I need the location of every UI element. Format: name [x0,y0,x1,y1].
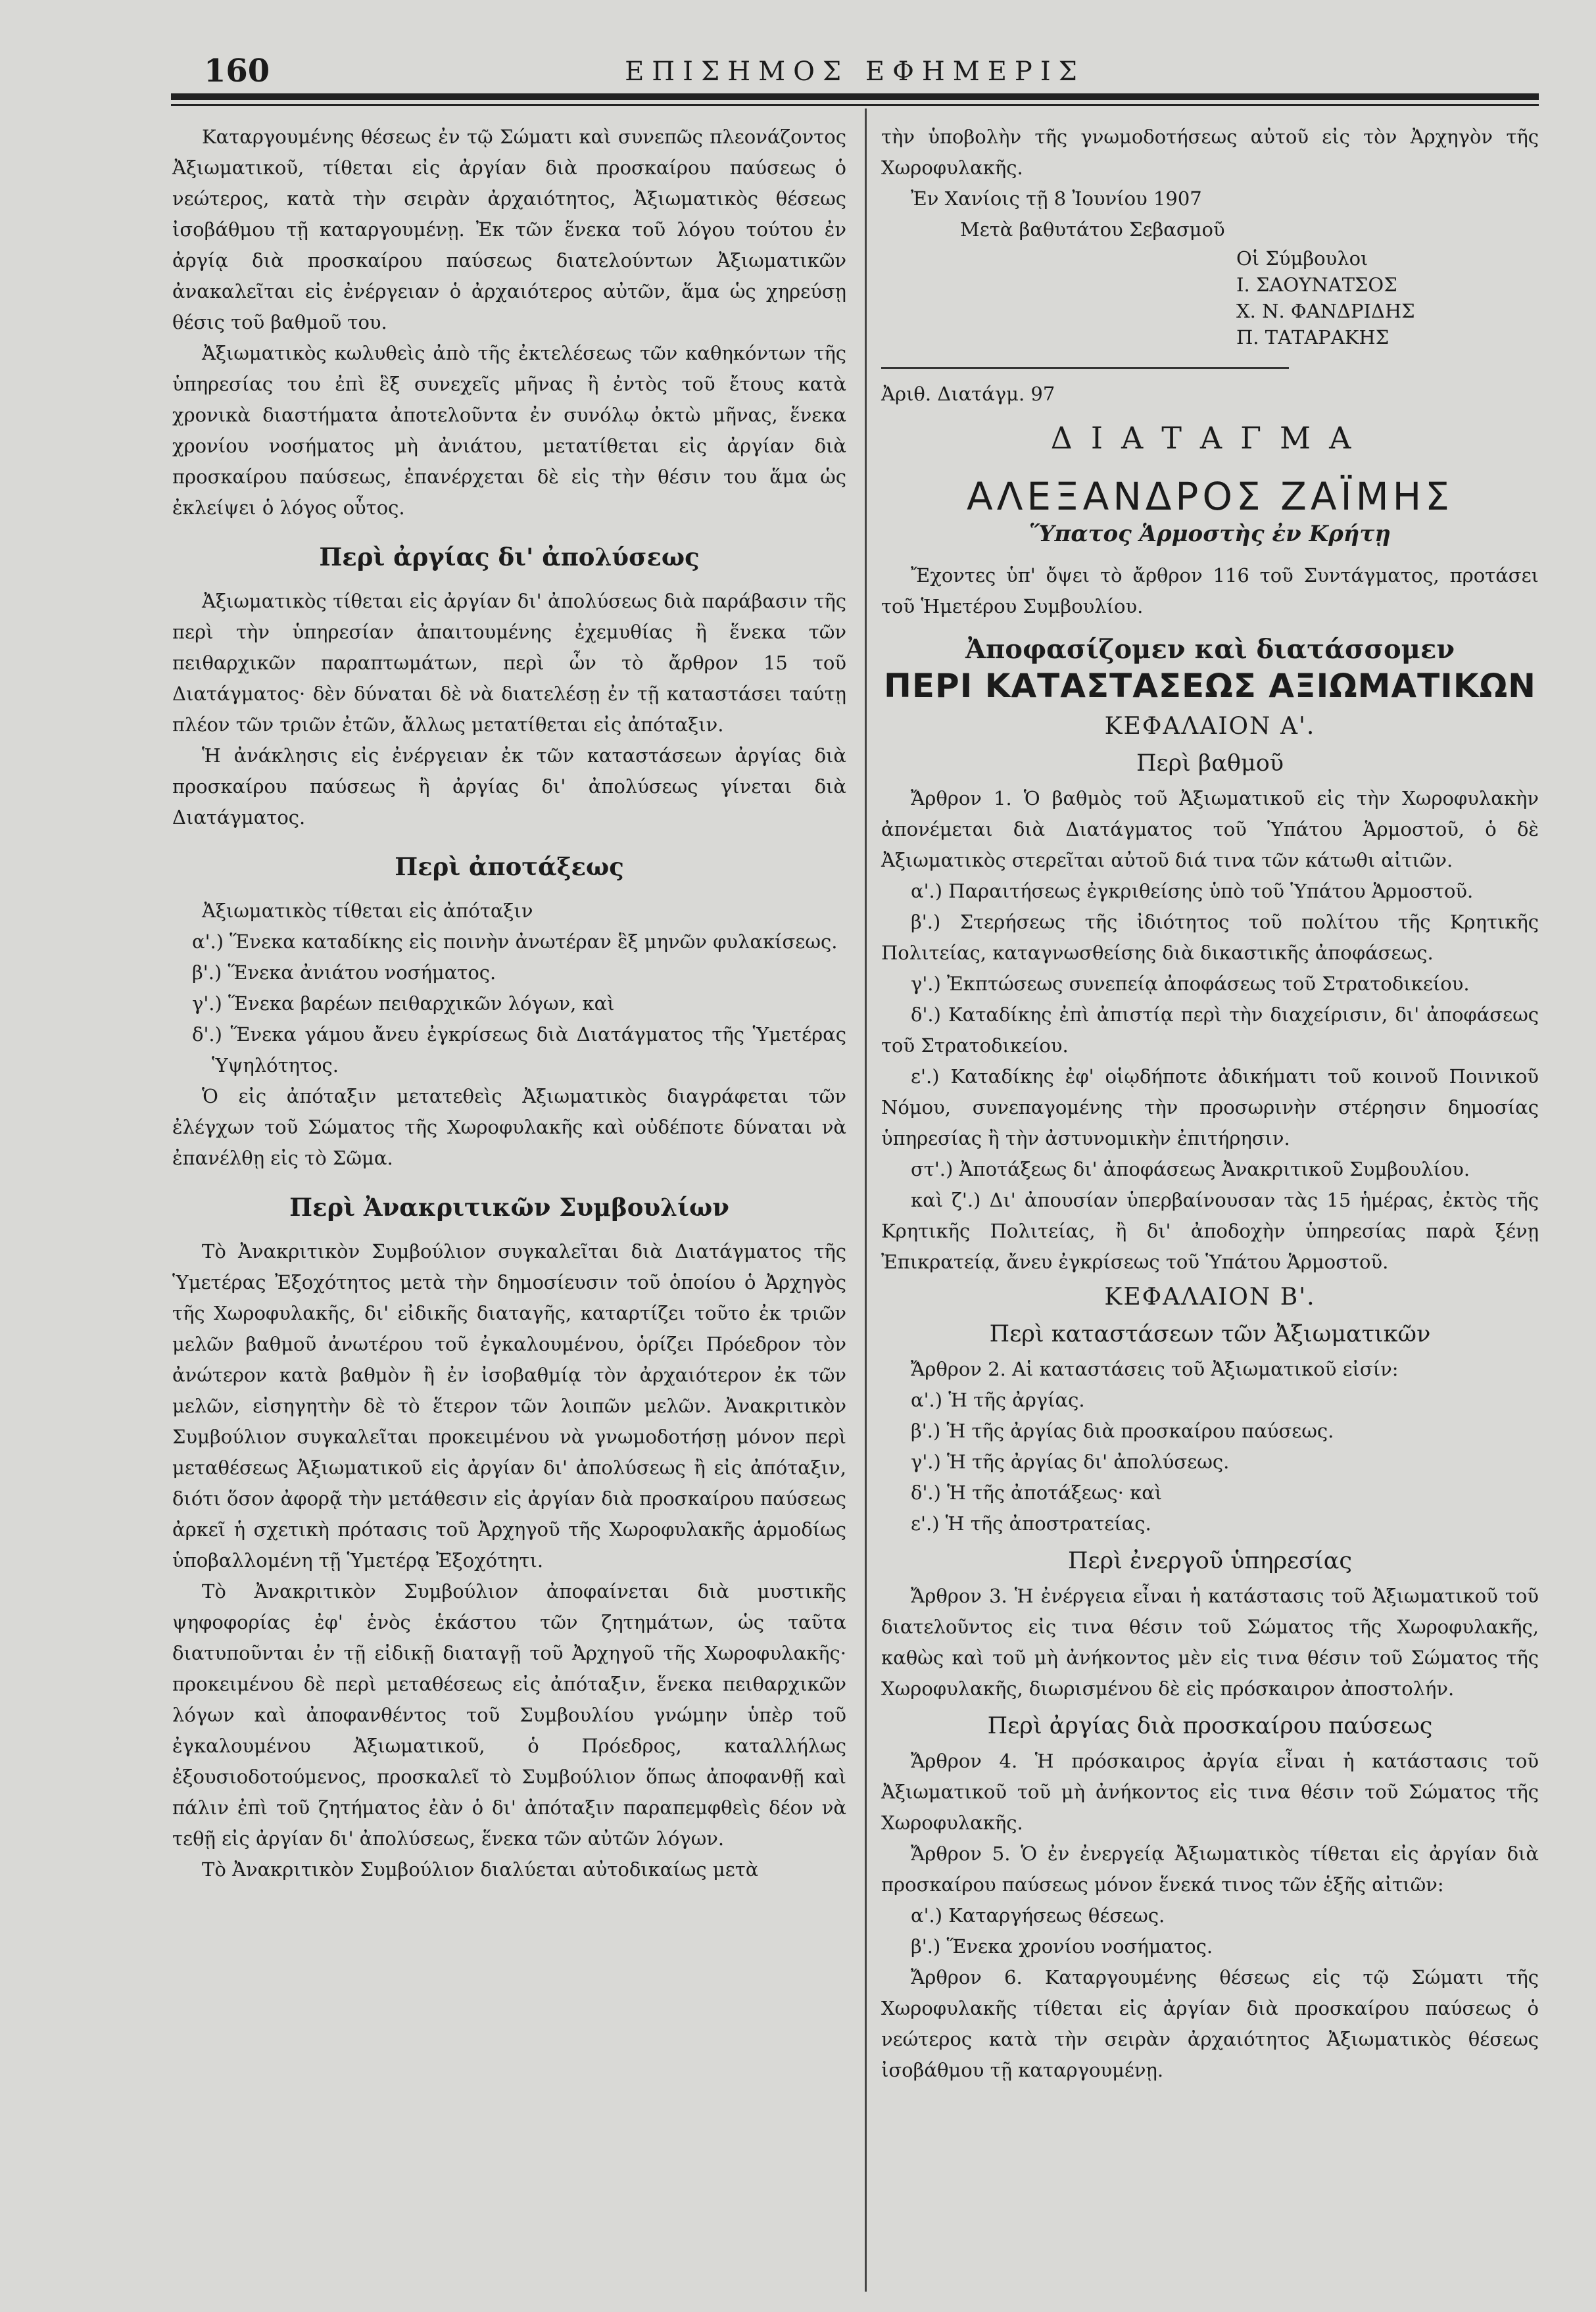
header-rule-thin [171,104,1539,106]
decree-formula: Ἀποφασίζομεν καὶ διατάσσομεν [965,634,1455,665]
section-heading: Περὶ ἀποτάξεως [395,852,624,881]
right-column [881,122,1539,2086]
paragraph: Τὸ Ἀνακριτικὸν Συμβούλιον διαλύεται αὐτοδικαίως μετὰ [202,1858,759,1881]
section-heading: Περὶ ἀργίας δι' ἀπολύσεως [319,542,700,571]
paragraph: Ἀξιωματικὸς κωλυθεὶς ἀπὸ τῆς ἐκτελέσεως τῶν καθηκόντων τῆς ὑπηρεσίας του ἐπὶ ἓξ συνεχεῖς μῆνας ἢ ἐντὸς τοῦ ἔτους κατὰ χρονικὰ διαστήματα ἀποτελοῦντα ἐν συνόλῳ ὀκτὼ μῆνας, ἕνεκα χρονίου νοσήματος μὴ ἀνιάτου, μετατίθεται εἰς ἀργίαν διὰ προσκαίρου παύσεως, ἐπανέρχεται δὲ εἰς τὴν θέσιν του ἅμα ὡς ἐκλείψει ὁ λόγος οὗτος. [172,342,846,519]
list-item: β'.) Στερήσεως τῆς ἰδιότητος τοῦ πολίτου τῆς Κρητικῆς Πολιτείας, καταγνωσθείσης διὰ δικαστικῆς ἀποφάσεως. [881,911,1539,964]
paragraph: Ἡ ἀνάκλησις εἰς ἐνέργειαν ἐκ τῶν καταστάσεων ἀργίας διὰ προσκαίρου παύσεως ἢ ἀργίας δι' ἀπολύσεως γίνεται διὰ Διατάγματος. [172,744,846,829]
section-heading: Περὶ καταστάσεων τῶν Ἀξιωματικῶν [989,1321,1431,1347]
list-item: καὶ ζ'.) Δι' ἀπουσίαν ὑπερβαίνουσαν τὰς 15 ἡμέρας, ἐκτὸς τῆς Κρητικῆς Πολιτείας, ἢ δι' ἀποδοχὴν ὑπηρεσίας παρὰ ξένῃ Ἐπικρατείᾳ, ἄνευ ἐγκρίσεως τοῦ Ὑπάτου Ἁρμοστοῦ. [881,1189,1539,1273]
paragraph: Ἀξιωματικὸς τίθεται εἰς ἀργίαν δι' ἀπολύσεως διὰ παράβασιν τῆς περὶ τὴν ὑπηρεσίαν ἀπαιτουμένης ἐχεμυθίας ἢ ἕνεκα τῶν πειθαρχικῶν παραπτωμάτων, περὶ ὧν τὸ ἄρθρον 15 τοῦ Διατάγματος· δὲν δύναται δὲ νὰ διατελέσῃ ἐν τῇ καταστάσει ταύτῃ πλέον τῶν τριῶν ἐτῶν, ἄλλως μετατίθεται εἰς ἀπόταξιν. [172,590,846,736]
left-column [172,122,846,1885]
list-item: ε'.) Καταδίκης ἐφ' οἱῳδήποτε ἀδικήματι τοῦ κοινοῦ Ποινικοῦ Νόμου, συνεπαγομένης τὴν προσωρινὴν στέρησιν δημοσίας ὑπηρεσίας ἢ τὴν ἀστυνομικὴν ἐπιτήρησιν. [881,1065,1539,1149]
paragraph: τὴν ὑποβολὴν τῆς γνωμοδοτήσεως αὐτοῦ εἰς τὸν Ἀρχηγὸν τῆς Χωροφυλακῆς. [881,126,1539,179]
ruler-name: ΑΛΕΞΑΝΔΡΟΣ ΖΑΪΜΗΣ [967,474,1453,519]
list-item: γ'.) Ἕνεκα βαρέων πειθαρχικῶν λόγων, καὶ [192,992,615,1015]
decree-title: ΔΙΑΤΑΓΜΑ [1050,420,1370,456]
separator-rule [881,367,1289,369]
list-item: στ'.) Ἀποτάξεως δι' ἀποφάσεως Ἀνακριτικοῦ Συμβουλίου. [911,1158,1470,1180]
list-item: β'.) Ἡ τῆς ἀργίας διὰ προσκαίρου παύσεως. [911,1420,1334,1442]
article: Ἄρθρον 6. Καταργουμένης θέσεως εἰς τῷ Σώματι τῆς Χωροφυλακῆς τίθεται εἰς ἀργίαν διὰ προσκαίρου παύσεως ὁ νεώτερος κατὰ τὴν σειρὰν ἀρχαιότητος Ἀξιωματικὸς θέσεως ἰσοβάθμου τῇ καταργουμένῃ. [881,1966,1539,2081]
paragraph: Τὸ Ἀνακριτικὸν Συμβούλιον ἀποφαίνεται διὰ μυστικῆς ψηφοφορίας ἐφ' ἑνὸς ἑκάστου τῶν ζητημάτων, ὡς ταῦτα διατυποῦνται ἐν τῇ εἰδικῇ διαταγῇ τοῦ Ἀρχηγοῦ τῆς Χωροφυλακῆς· προκειμένου δὲ περὶ μεταθέσεως εἰς ἀπόταξιν, ἕνεκα πειθαρχικῶν λόγων καὶ ἀποφανθέντος τοῦ Συμβουλίου γνώμην ὑπὲρ τοῦ ἐγκαλουμένου Ἀξιωματικοῦ, ὁ Πρόεδρος, καταλλήλως ἐξουσιοδοτούμενος, προσκαλεῖ τὸ Συμβούλιον ὅπως ἀποφανθῇ καὶ πάλιν ἐπὶ τοῦ ζητήματος ἐὰν ὁ δι' ἀπόταξιν παραπεμφθεὶς δέον νὰ τεθῇ εἰς ἀργίαν δι' ἀπολύσεως, ἕνεκα τῶν αὐτῶν λόγων. [172,1580,846,1850]
list-item: β'.) Ἕνεκα χρονίου νοσήματος. [911,1935,1213,1958]
header-rule-thick [171,93,1539,100]
article: Ἄρθρον 4. Ἡ πρόσκαιρος ἀργία εἶναι ἡ κατάστασις τοῦ Ἀξιωματικοῦ τοῦ μὴ ἀνήκοντος εἰς τινα θέσιν τοῦ Σώματος τῆς Χωροφυλακῆς. [881,1750,1539,1834]
list-item: α'.) Παραιτήσεως ἐγκριθείσης ὑπὸ τοῦ Ὑπάτου Ἁρμοστοῦ. [911,880,1474,902]
list-item: δ'.) Ἕνεκα γάμου ἄνευ ἐγκρίσεως διὰ Διατάγματος τῆς Ὑμετέρας Ὑψηλότητος. [192,1023,846,1076]
signature-name: Ι. ΣΑΟΥΝΑΤΣΟΣ [1236,274,1397,296]
list-item: α'.) Καταργήσεως θέσεως. [911,1904,1165,1927]
section-heading: Περὶ Ἀνακριτικῶν Συμβουλίων [289,1193,729,1222]
chapter-heading: ΚΕΦΑΛΑΙΟΝ Α'. [1104,713,1316,740]
article: Ἄρθρον 3. Ἡ ἐνέργεια εἶναι ἡ κατάστασις τοῦ Ἀξιωματικοῦ τοῦ διατελοῦντος εἰς τινα θέσιν τοῦ Σώματος τῆς Χωροφυλακῆς, καθὼς καὶ τοῦ μὴ ἀνήκοντος μὲν εἰς τινα θέσιν τοῦ Σώματος τῆς Χωροφυλακῆς, διωρισμένου δὲ εἰς πρόσκαιρον ἀποστολήν. [881,1585,1539,1700]
paragraph: Καταργουμένης θέσεως ἐν τῷ Σώματι καὶ συνεπῶς πλεονάζοντος Ἀξιωματικοῦ, τίθεται εἰς ἀργίαν διὰ προσκαίρου παύσεως ὁ νεώτερος, κατὰ τὴν σειρὰν ἀρχαιότητος, Ἀξιωματικὸς θέσεως ἰσοβάθμου τῇ καταργουμένῃ. Ἐκ τῶν ἕνεκα τοῦ λόγου τούτου ἐν ἀργίᾳ διὰ προσκαίρου παύσεως διατελούντων Ἀξιωματικῶν ἀνακαλεῖται εἰς ἐνέργειαν ὁ ἀρχαιότερος αὐτῶν, ἅμα ὡς χηρεύσῃ θέσις τοῦ βαθμοῦ του. [172,126,846,333]
paragraph: Ὁ εἰς ἀπόταξιν μετατεθεὶς Ἀξιωματικὸς διαγράφεται τῶν ἐλέγχων τοῦ Σώματος τῆς Χωροφυλακῆς καὶ οὐδέποτε δύναται νὰ ἐπανέλθῃ εἰς τὸ Σῶμα. [172,1085,846,1169]
chapter-heading: ΚΕΦΑΛΑΙΟΝ Β'. [1104,1284,1316,1311]
paragraph: Ἔχοντες ὑπ' ὄψει τὸ ἄρθρον 116 τοῦ Συντάγματος, προτάσει τοῦ Ἡμετέρου Συμβουλίου. [881,564,1539,617]
paragraph: Τὸ Ἀνακριτικὸν Συμβούλιον συγκαλεῖται διὰ Διατάγματος τῆς Ὑμετέρας Ἐξοχότητος μετὰ τὴν δημοσίευσιν τοῦ ὁποίου ὁ Ἀρχηγὸς τῆς Χωροφυλακῆς, δι' εἰδικῆς διαταγῆς, καταρτίζει τοῦτο ἐκ τριῶν μελῶν βαθμοῦ ἀνωτέρου τοῦ ἐγκαλουμένου, ὁρίζει Πρόεδρον τὸν ἀνώτερον κατὰ βαθμὸν ἢ ἐν ἰσοβαθμίᾳ τὸν ἀρχαιότερον ἐκ τῶν μελῶν, εἰσηγητὴν δὲ τὸ ἕτερον τῶν λοιπῶν μελῶν. Ἀνακριτικὸν Συμβούλιον συγκαλεῖται προκειμένου νὰ γνωμοδοτήσῃ μόνον περὶ μεταθέσεως Ἀξιωματικοῦ εἰς ἀργίαν δι' ἀπολύσεως ἢ εἰς ἀπόταξιν, διότι ὅσον ἀφορᾷ τὴν μετάθεσιν εἰς ἀργίαν διὰ προσκαίρου παύσεως ἀρκεῖ ἡ σχετικὴ πρότασις τοῦ Ἀρχηγοῦ τῆς Χωροφυλακῆς ἁρμοδίως ὑποβαλλομένη τῇ Ὑμετέρᾳ Ἐξοχότητι. [172,1240,846,1572]
running-title: ΕΠΙΣΗΜΟΣ ΕΦΗΜΕΡΙΣ [625,57,1085,87]
counsellors-label: Οἱ Σύμβουλοι [1236,247,1368,270]
list-item: α'.) Ἡ τῆς ἀργίας. [911,1389,1085,1411]
list-item: δ'.) Ἡ τῆς ἀποτάξεως· καὶ [911,1481,1163,1504]
column-divider [865,108,867,2292]
page-number: 160 [204,53,270,89]
list-item: ε'.) Ἡ τῆς ἀποστρατείας. [911,1512,1151,1535]
list-item: α'.) Ἕνεκα καταδίκης εἰς ποινὴν ἀνωτέραν ἓξ μηνῶν φυλακίσεως. [192,930,838,953]
date-line: Ἐν Χανίοις τῇ 8 Ἰουνίου 1907 [911,187,1202,210]
paragraph: Ἀξιωματικὸς τίθεται εἰς ἀπόταξιν [202,900,533,922]
section-heading: Περὶ ἀργίας διὰ προσκαίρου παύσεως [987,1713,1433,1739]
signatures [881,245,1539,350]
page-header [178,53,1532,92]
list-item: γ'.) Ἐκπτώσεως συνεπείᾳ ἀποφάσεως τοῦ Στρατοδικείου. [911,973,1470,995]
article: Ἄρθρον 1. Ὁ βαθμὸς τοῦ Ἀξιωματικοῦ εἰς τὴν Χωροφυλακὴν ἀπονέμεται διὰ Διατάγματος τοῦ Ὑπάτου Ἁρμοστοῦ, ὁ δὲ Ἀξιωματικὸς στερεῖται αὐτοῦ διά τινα τῶν κάτωθι αἰτιῶν. [881,787,1539,871]
section-heading: Περὶ ἐνεργοῦ ὑπηρεσίας [1067,1548,1353,1574]
list-item: β'.) Ἕνεκα ἀνιάτου νοσήματος. [192,961,496,984]
article: Ἄρθρον 2. Αἱ καταστάσεις τοῦ Ἀξιωματικοῦ εἰσίν: [911,1358,1399,1380]
list-item: γ'.) Ἡ τῆς ἀργίας δι' ἀπολύσεως. [911,1451,1230,1473]
decree-number: Ἀριθ. Διατάγμ. 97 [881,383,1055,405]
section-heading: Περὶ βαθμοῦ [1136,750,1284,777]
list-item: δ'.) Καταδίκης ἐπὶ ἀπιστίᾳ περὶ τὴν διαχείρισιν, δι' ἀποφάσεως τοῦ Στρατοδικείου. [881,1003,1539,1057]
signature-name: Π. ΤΑΤΑΡΑΚΗΣ [1236,326,1390,349]
respect-line: Μετὰ βαθυτάτου Σεβασμοῦ [960,218,1225,241]
article: Ἄρθρον 5. Ὁ ἐν ἐνεργείᾳ Ἀξιωματικὸς τίθεται εἰς ἀργίαν διὰ προσκαίρου παύσεως μόνον ἕνεκά τινος τῶν ἑξῆς αἰτιῶν: [881,1842,1539,1896]
decree-subject: ΠΕΡΙ ΚΑΤΑΣΤΑΣΕΩΣ ΑΞΙΩΜΑΤΙΚΩΝ [884,667,1536,705]
ruler-title: Ὕπατος Ἁρμοστὴς ἐν Κρήτῃ [1029,521,1391,547]
signature-name: Χ. Ν. ΦΑΝΔΡΙΔΗΣ [1236,300,1415,322]
